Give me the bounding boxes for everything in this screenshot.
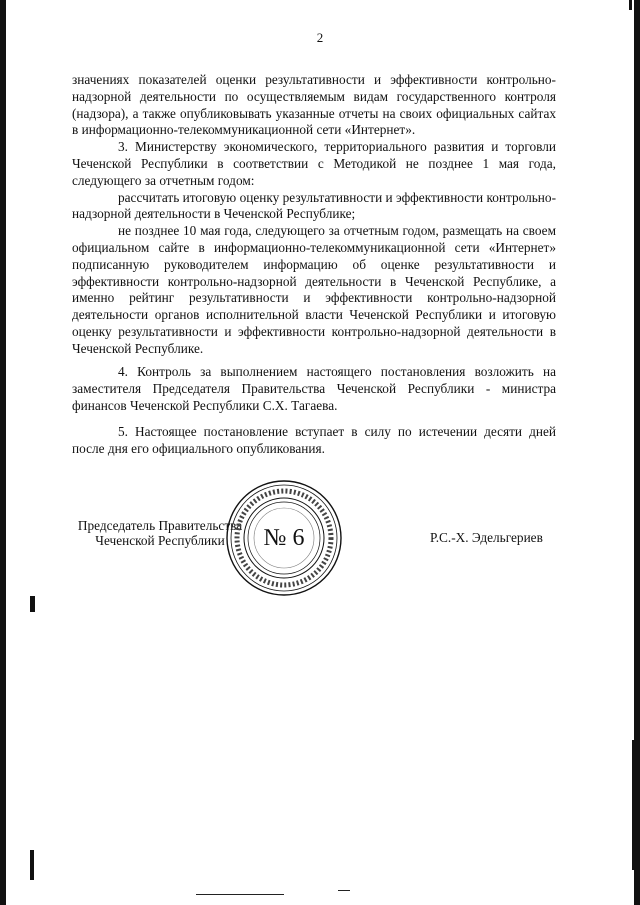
paragraph-5: 5. Настоящее постановление вступает в силу по истечении десяти дней после дня его официального опубликования. xyxy=(72,424,556,457)
signatory-title-line-1: Председатель Правительства xyxy=(77,518,243,533)
paragraph-3-item-2: не позднее 10 мая года, следующего за отчетным годом, размещать на своем официальном сайте в информационно-телекоммуникационной сети «Интернет» подписанную руководителем информацию об оценке результативности и эффективности контрольно-надзорной деятельности в Чеченской Республике, а именно рейтинг результативности и эффективности контрольно-надзорной деятельности органов исполнительной власти Чеченской Республики и итоговую оценку результативности и эффективности контрольно-надзорной деятельности в Чеченской Республике. xyxy=(72,223,556,356)
paragraph-continued: значениях показателей оценки результативности и эффективности контрольно-надзорной деятельности по осуществляемым видам государственного контроля (надзора), а также опубликовывать указанные отчеты на своих официальных сайтах в информационно-телекоммуникационной сети «Интернет». xyxy=(72,72,556,138)
scan-edge-left xyxy=(0,0,6,905)
scan-line xyxy=(338,890,350,891)
scan-mark xyxy=(632,740,636,870)
official-seal xyxy=(224,478,344,598)
scan-line xyxy=(196,894,284,895)
paragraph-4: 4. Контроль за выполнением настоящего постановления возложить на заместителя Председателя Правительства Чеченской Республики - министра финансов Чеченской Республики С.Х. Тагаева. xyxy=(72,364,556,413)
body-text-part2 xyxy=(72,364,556,458)
scan-mark xyxy=(30,596,35,612)
body-text-part1 xyxy=(72,72,556,358)
signatory-name: Р.С.-Х. Эдельгериев xyxy=(430,530,543,545)
signatory-title xyxy=(70,518,250,548)
paragraph-3: 3. Министерству экономического, территориального развития и торговли Чеченской Республики в соответствии с Методикой не позднее 1 мая года, следующего за отчетным годом: xyxy=(72,139,556,188)
scan-mark xyxy=(629,0,632,10)
signatory-title-line-2: Чеченской Республики xyxy=(95,533,225,548)
paragraph-3-item-1: рассчитать итоговую оценку результативности и эффективности контрольно-надзорной деятельности в Чеченской Республике; xyxy=(72,189,556,222)
page-number: 2 xyxy=(316,30,324,45)
scan-mark xyxy=(30,850,34,880)
seal-number: № 6 xyxy=(263,525,305,551)
